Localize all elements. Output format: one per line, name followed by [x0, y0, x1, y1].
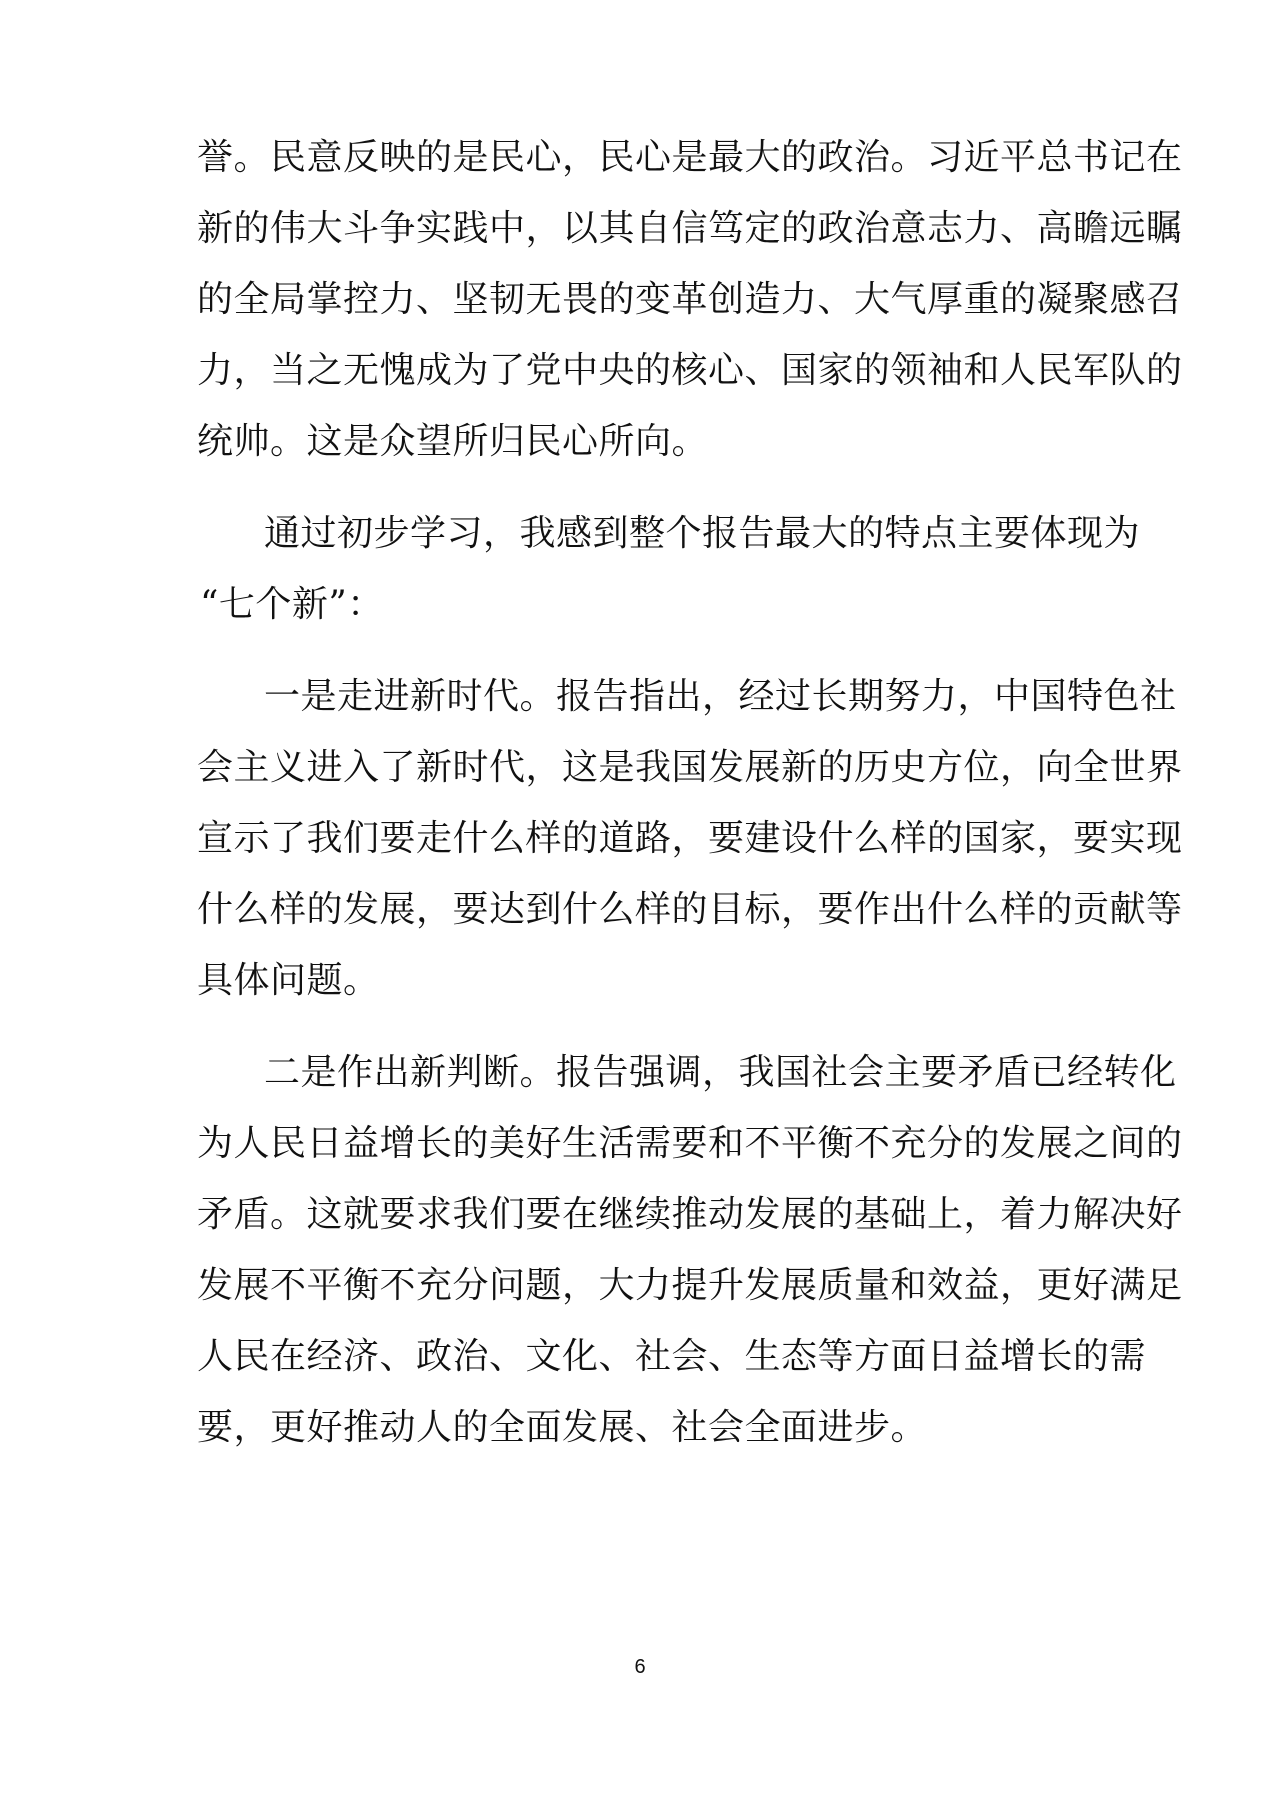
text-line: 力，当之无愧成为了党中央的核心、国家的领袖和人民军队的: [197, 350, 1183, 391]
paragraph-first-line: 二是作出新判断。报告强调，我国社会主要矛盾已经转化: [264, 1052, 1177, 1093]
paragraph-first-line: 通过初步学习，我感到整个报告最大的特点主要体现为: [264, 513, 1141, 554]
text-line: 要，更好推动人的全面发展、社会全面进步。: [197, 1407, 928, 1448]
text-line: 矛盾。这就要求我们要在继续推动发展的基础上，着力解决好: [197, 1194, 1183, 1235]
text-line: 人民在经济、政治、文化、社会、生态等方面日益增长的需: [197, 1336, 1147, 1377]
text-line: 誉。民意反映的是民心，民心是最大的政治。习近平总书记在: [197, 137, 1183, 178]
text-line: 为人民日益增长的美好生活需要和不平衡不充分的发展之间的: [197, 1123, 1183, 1164]
text-line: 什么样的发展，要达到什么样的目标，要作出什么样的贡献等: [197, 889, 1183, 930]
paragraph-first-line: 一是走进新时代。报告指出，经过长期努力，中国特色社: [264, 676, 1177, 717]
text-line: “七个新”：: [200, 584, 384, 625]
text-line: 统帅。这是众望所归民心所向。: [197, 421, 709, 462]
text-line: 发展不平衡不充分问题，大力提升发展质量和效益，更好满足: [197, 1265, 1183, 1306]
text-line: 具体问题。: [197, 960, 380, 1001]
text-line: 的全局掌控力、坚韧无畏的变革创造力、大气厚重的凝聚感召: [197, 279, 1183, 320]
text-line: 宣示了我们要走什么样的道路，要建设什么样的国家，要实现: [197, 818, 1183, 859]
text-line: 新的伟大斗争实践中，以其自信笃定的政治意志力、高瞻远瞩: [197, 208, 1183, 249]
text-line: 会主义进入了新时代，这是我国发展新的历史方位，向全世界: [197, 747, 1183, 788]
page-number: 6: [634, 1656, 646, 1678]
